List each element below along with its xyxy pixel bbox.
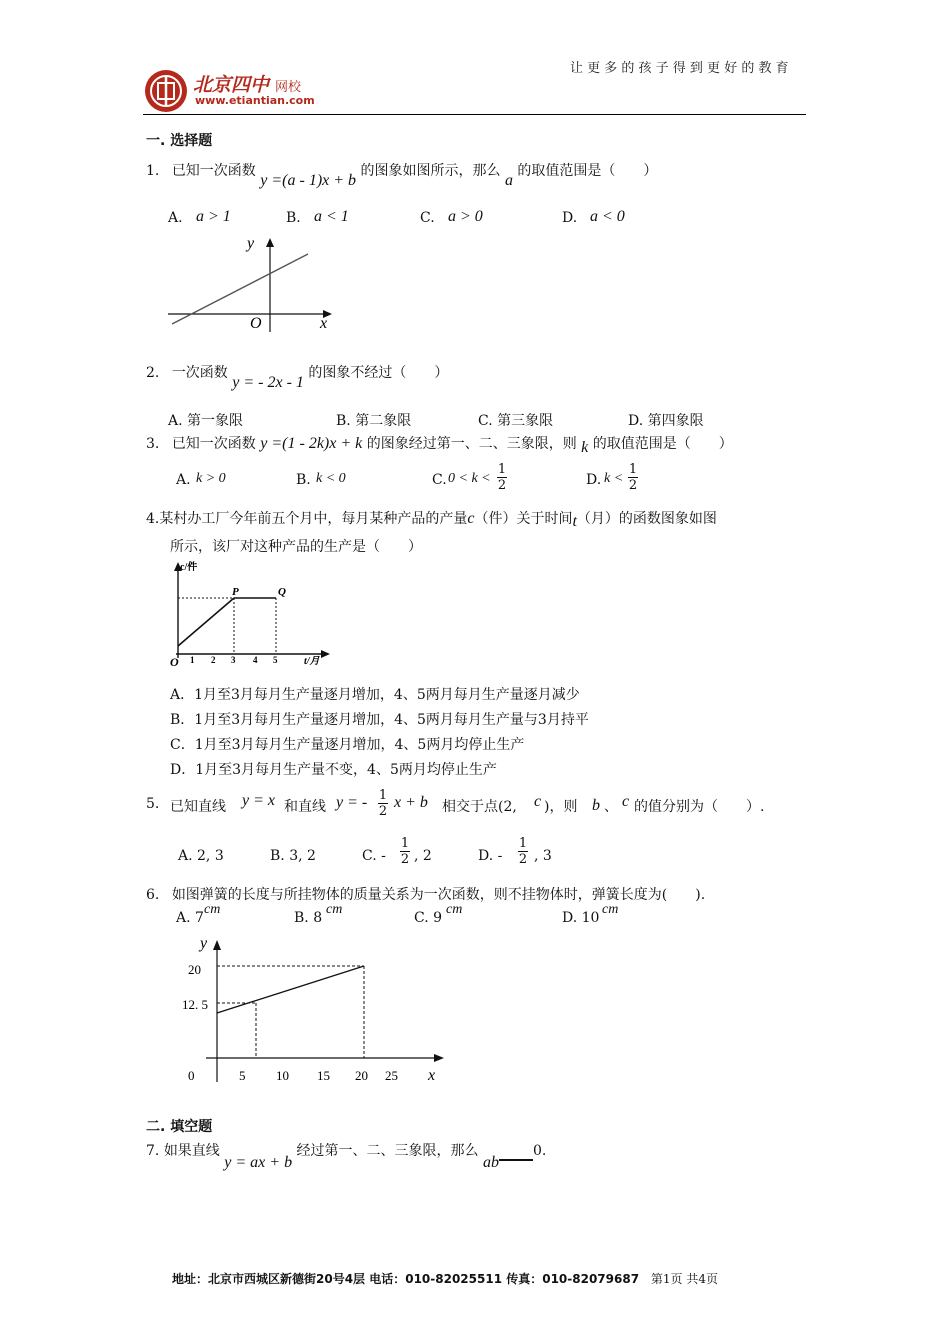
- q6-y-tick-20: 20: [188, 962, 201, 977]
- footer: [172, 1270, 718, 1287]
- logo-title: 北京四中: [193, 74, 270, 96]
- q1-y-label: y: [247, 235, 255, 252]
- q3-fraction-d: 1 2: [628, 462, 638, 493]
- q2-option-a: A. 第一象限: [168, 413, 244, 429]
- q7-formula: y = ax + b: [224, 1154, 293, 1171]
- q6-y-tick-12-5: 12. 5: [182, 997, 208, 1012]
- header-rule: [143, 114, 806, 115]
- q5-formula-2: y = -: [336, 794, 368, 811]
- footer-address: 地址：北京市西城区新德街20号4层 电话：010-82025511 传真：010-82079687: [172, 1272, 640, 1286]
- question-7: 7. 如果直线 y = ax + b 经过第一、二、三象限，那么 ab0.: [146, 1143, 547, 1171]
- q4-point-p: P: [232, 586, 239, 598]
- q1-option-b: B.: [286, 210, 301, 226]
- q6-option-a: A. 7: [176, 910, 204, 926]
- q4-option-a: A．1月至3月每月生产量逐月增加，4、5两月每月生产量逐月减少: [170, 687, 580, 703]
- svg-text:3: 3: [231, 655, 236, 665]
- q3-option-a: A.: [176, 472, 191, 488]
- svg-text:25: 25: [385, 1068, 398, 1083]
- q4-number: 4.: [146, 511, 160, 527]
- q4-option-b: B．1月至3月每月生产量逐月增加，4、5两月每月生产量与3月持平: [170, 712, 589, 728]
- question-2: 2. 一次函数 y = - 2x - 1 的图象不经过（ ）: [146, 365, 449, 391]
- svg-text:2: 2: [211, 655, 216, 665]
- svg-text:10: 10: [276, 1068, 289, 1083]
- q5-number: 5.: [146, 796, 160, 812]
- q3-option-c: C.: [432, 472, 447, 488]
- q6-option-c: C. 9: [414, 910, 443, 926]
- svg-text:5: 5: [239, 1068, 246, 1083]
- q1-origin-label: O: [250, 315, 262, 332]
- q6-number: 6.: [146, 887, 160, 903]
- q7-number: 7.: [146, 1143, 160, 1159]
- q2-option-c: C. 第三象限: [478, 413, 554, 429]
- q6-y-label: y: [200, 935, 208, 952]
- section-title-choice: 一. 选择题: [146, 133, 213, 149]
- question-5: 5. 已知直线 y = x 和直线 y = - 1 2 x + b 相交于点(2, c )，则 b 、 c 的值分别为（ ）.: [146, 788, 765, 819]
- question-4-line2: 所示，该厂对这种产品的生产是（ ）: [170, 539, 422, 555]
- q2-number: 2.: [146, 365, 160, 381]
- q2-option-d: D. 第四象限: [628, 413, 704, 429]
- q4-point-q: Q: [278, 586, 286, 598]
- logo: [143, 68, 343, 114]
- question-3: 3. 已知一次函数 y =(1 - 2k)x + k 的图象经过第一、二、三象限，则 k 的取值范围是（ ）: [146, 435, 733, 456]
- svg-text:15: 15: [317, 1068, 330, 1083]
- q5-option-b: B. 3, 2: [270, 848, 316, 864]
- header-slogan: 让 更 多 的 孩 子 得 到 更 好 的 教 育: [570, 61, 789, 76]
- footer-page: 第1页 共4页: [650, 1272, 718, 1286]
- q3-formula: y =(1 - 2k)x + k: [260, 435, 363, 452]
- svg-text:20: 20: [355, 1068, 368, 1083]
- logo-url: www.etiantian.com: [195, 94, 315, 107]
- q5-fraction: 1 2: [378, 788, 388, 819]
- q2-option-b: B. 第二象限: [336, 413, 412, 429]
- q5-formula-1: y = x: [242, 792, 275, 809]
- q3-fraction-c: 1 2: [497, 462, 507, 493]
- q1-number: 1.: [146, 163, 160, 179]
- q1-options: A. a > 1 B. a < 1 C. a > 0 D. a < 0: [168, 208, 625, 226]
- q4-y-label: c/件: [180, 562, 198, 573]
- logo-emblem-icon: [143, 68, 189, 114]
- question-1: 1. 已知一次函数 y =(a - 1)x + b 的图象如图所示，那么 a 的取值范围是（ ）: [146, 163, 658, 189]
- q4-x-label: t/月: [304, 656, 320, 667]
- q1-option-c: C.: [420, 210, 435, 226]
- q3-option-d: D.: [586, 472, 602, 488]
- q6-origin: 0: [188, 1068, 195, 1083]
- question-4: 4.某村办工厂今年前五个月中，每月某种产品的产量c（件）关于时间t（月）的函数图象如图: [146, 510, 717, 530]
- q2-formula: y = - 2x - 1: [232, 374, 304, 391]
- q6-option-b: B. 8: [294, 910, 323, 926]
- q3-options: A. k > 0 B. k < 0 C. 0 < k < 1 2 D. k < 1 2: [176, 462, 638, 493]
- svg-text:1: 1: [190, 655, 195, 665]
- q1-graph: [160, 228, 340, 338]
- q5-option-d: D. -: [478, 848, 503, 864]
- q1-option-a: A.: [168, 210, 183, 226]
- section-title-fill: 二. 填空题: [146, 1119, 213, 1135]
- q4-origin: O: [170, 655, 179, 669]
- q6-options: A. 7 cm B. 8 cm C. 9 cm D. 10 cm: [176, 902, 619, 926]
- q5-options: A. 2, 3 B. 3, 2 C. - 1 2 , 2 D. - 1 2 , 3: [178, 836, 552, 867]
- svg-text:4: 4: [253, 655, 258, 665]
- q1-x-label: x: [320, 315, 328, 332]
- q3-option-b: B.: [296, 472, 311, 488]
- q1-option-d: D.: [562, 210, 578, 226]
- svg-text:5: 5: [273, 655, 278, 665]
- q4-option-c: C．1月至3月每月生产量逐月增加，4、5两月均停止生产: [170, 737, 525, 753]
- q5-option-a: A. 2, 3: [178, 848, 224, 864]
- q6-option-d: D. 10: [562, 910, 600, 926]
- q7-answer-blank[interactable]: [499, 1149, 533, 1161]
- q1-formula: y =(a - 1)x + b: [260, 172, 357, 189]
- q6-graph: [180, 930, 452, 1090]
- q6-x-label: x: [428, 1067, 436, 1084]
- q4-graph: [166, 556, 336, 674]
- q4-option-d: D．1月至3月每月生产量不变，4、5两月均停止生产: [170, 762, 497, 778]
- question-6: 6. 如图弹簧的长度与所挂物体的质量关系为一次函数，则不挂物体时，弹簧长度为( ).: [146, 887, 706, 903]
- q2-options: [168, 410, 728, 432]
- logo-suffix: 网校: [275, 80, 302, 95]
- q3-number: 3.: [146, 436, 160, 452]
- q5-option-c: C. -: [362, 848, 386, 864]
